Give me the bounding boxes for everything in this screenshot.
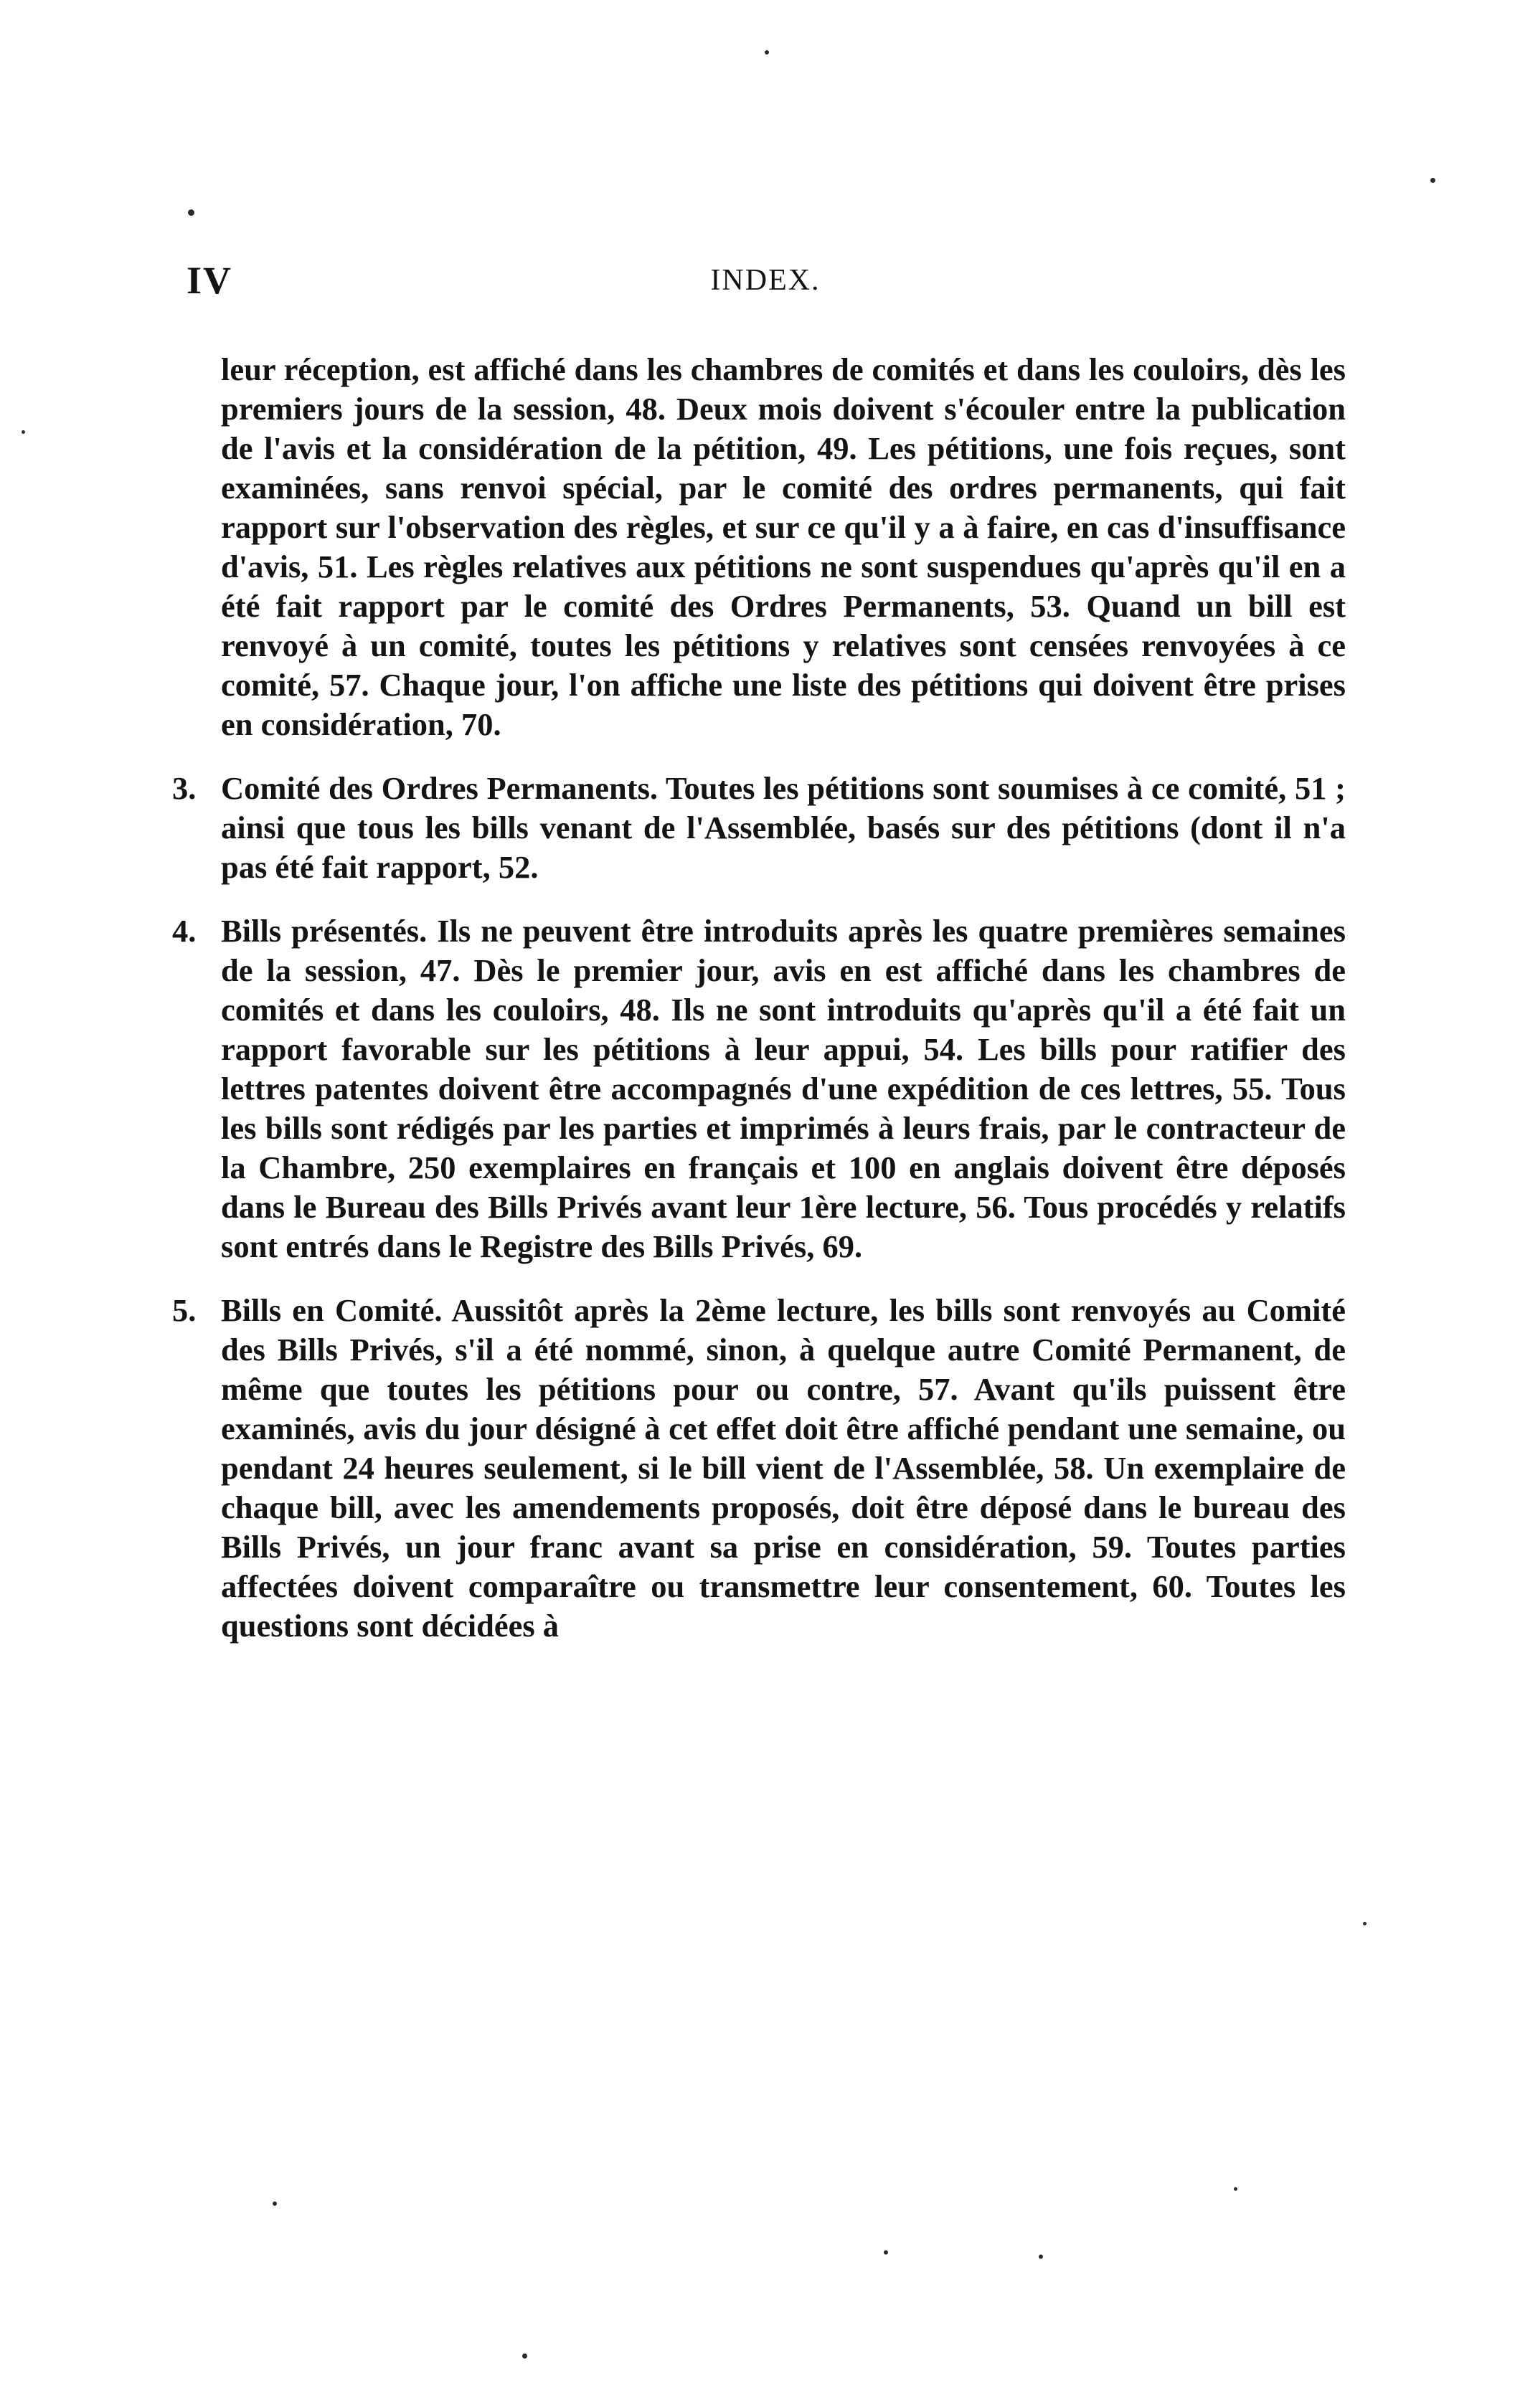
running-title: INDEX. [710,264,821,297]
scan-speck [1234,2187,1237,2191]
entry-text: Comité des Ordres Permanents. Toutes les pétitions sont soumises à ce comité, 51 ; ainsi que tous les bills venant de l'Assemblée, basés sur des pétitions (dont il n'a pas été fait rapport, 52. [221,770,1346,885]
index-entry-4 [172,911,1346,1266]
entry-text: leur réception, est affiché dans les chambres de comités et dans les couloirs, dès les premiers jours de la session, 48. Deux mois doivent s'écouler entre la publication de l'avis et la considération de la pétition, 49. Les pétitions, une fois reçues, sont examinées, sans renvoi spécial, par le comité des ordres permanents, qui fait rapport sur l'observation des règles, et sur ce qu'il y a à faire, en cas d'insuffisance d'avis, 51. Les règles relatives aux pétitions ne sont suspendues qu'après qu'il en a été fait rapport par le comité des Ordres Permanents, 53. Quand un bill est renvoyé à un comité, toutes les pétitions y relatives sont censées renvoyées à ce comité, 57. Chaque jour, l'on affiche une liste des pétitions qui doivent être prises en considération, 70. [221,351,1346,742]
page-header [187,255,1344,305]
scan-speck [1430,178,1435,183]
index-entry-3 [172,769,1346,887]
scan-speck [22,430,25,434]
scan-speck [765,50,769,54]
scan-speck [188,209,194,216]
index-body [172,350,1346,1670]
scan-speck [1039,2255,1043,2259]
entry-text: Bills en Comité. Aussitôt après la 2ème lecture, les bills sont renvoyés au Comité des Bills Privés, s'il a été nommé, sinon, à quelque autre Comité Permanent, de même que toutes les pétitions pour ou contre, 57. Avant qu'ils puissent être examinés, avis du jour désigné à cet effet doit être affiché pendant une semaine, ou pendant 24 heures seulement, si le bill vient de l'Assemblée, 58. Un exemplaire de chaque bill, avec les amendements proposés, doit être déposé dans le bureau des Bills Privés, un jour franc avant sa prise en considération, 59. Toutes parties affectées doivent comparaître ou transmettre leur consentement, 60. Toutes les questions sont décidées à [221,1292,1346,1644]
page-number: IV [187,259,233,302]
index-entry-continued [172,350,1346,744]
entry-number: 4. [172,913,197,949]
entry-number: 5. [172,1292,197,1328]
scan-speck [884,2250,888,2255]
entry-number: 3. [172,770,197,806]
scan-speck [1363,1922,1367,1925]
scan-speck [273,2201,277,2206]
index-entry-5 [172,1291,1346,1646]
entry-text: Bills présentés. Ils ne peuvent être introduits après les quatre premières semaines de la session, 47. Dès le premier jour, avis en est affiché dans les chambres de comités et dans les couloirs, 48. Ils ne sont introduits qu'après qu'il a été fait un rapport favorable sur les pétitions à leur appui, 54. Les bills pour ratifier des lettres patentes doivent être accompagnés d'une expédition de ces lettres, 55. Tous les bills sont rédigés par les parties et imprimés à leurs frais, par le contracteur de la Chambre, 250 exemplaires en français et 100 en anglais doivent être déposés dans le Bureau des Bills Privés avant leur 1ère lecture, 56. Tous procédés y relatifs sont entrés dans le Registre des Bills Privés, 69. [221,913,1346,1264]
scan-speck [522,2354,527,2359]
